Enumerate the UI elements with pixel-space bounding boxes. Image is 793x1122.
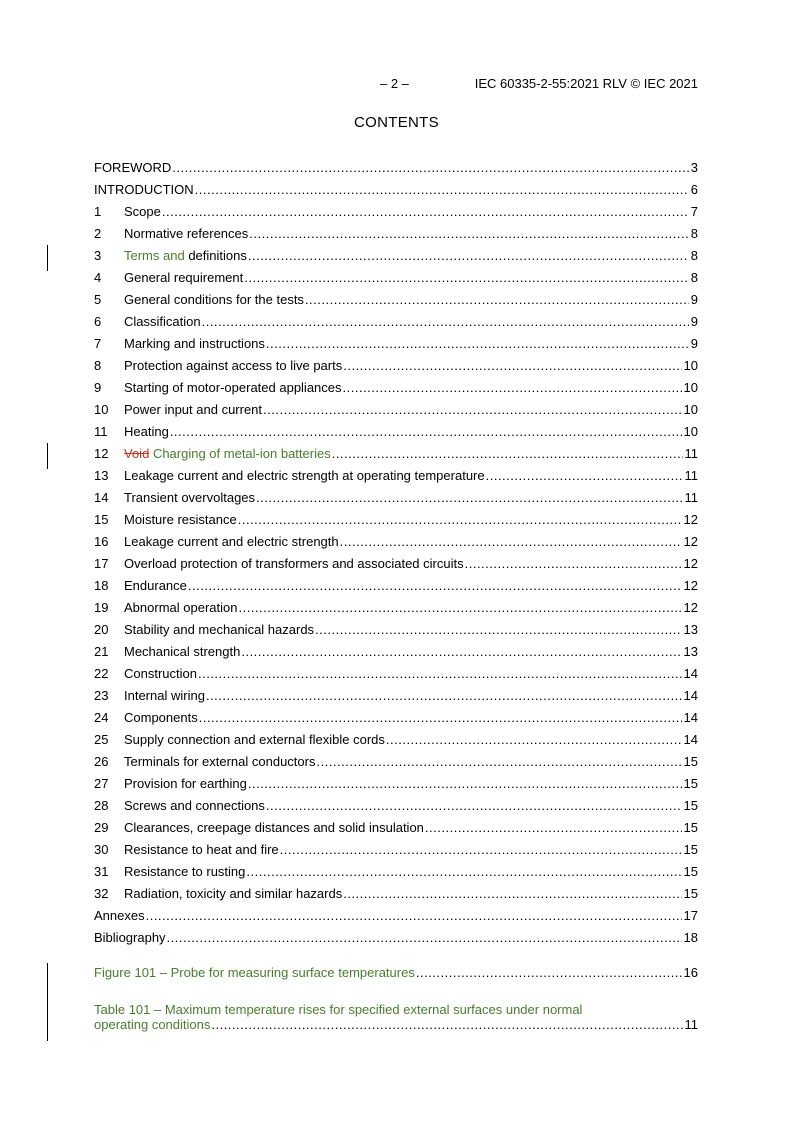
toc-entry-number: 4 — [94, 270, 102, 285]
dot-leader — [266, 795, 682, 817]
toc-entry[interactable] — [94, 883, 698, 905]
toc-entry-number: 23 — [94, 688, 109, 703]
dot-leader — [343, 355, 681, 377]
dot-leader — [211, 1017, 682, 1033]
toc-entry-page: 14 — [683, 710, 698, 725]
toc-entry-page: 13 — [683, 622, 698, 637]
dot-leader — [332, 443, 683, 465]
toc-entry-page: 8 — [690, 248, 698, 263]
figure-entry[interactable] — [94, 962, 698, 984]
toc-entry-number: 1 — [94, 204, 102, 219]
toc-entry-number: 15 — [94, 512, 109, 527]
toc-entry[interactable] — [94, 399, 698, 421]
toc-entry[interactable] — [94, 729, 698, 751]
toc-entry-label — [124, 289, 304, 311]
figure-entry-label: Figure 101 – Probe for measuring surface temperatures — [94, 965, 415, 980]
dot-leader — [198, 663, 682, 685]
label-text: Classification — [124, 314, 201, 329]
toc-entry-page: 12 — [683, 556, 698, 571]
label-text: Power input and current — [124, 402, 263, 417]
label-text: Leakage current and electric strength — [124, 534, 339, 549]
toc-entry[interactable] — [94, 685, 698, 707]
toc-entry[interactable] — [94, 707, 698, 729]
toc-entry[interactable] — [94, 157, 698, 179]
deleted-text: Void — [124, 446, 150, 461]
toc-entry-label — [124, 641, 240, 663]
toc-entry[interactable] — [94, 773, 698, 795]
toc-entry-label — [124, 619, 314, 641]
toc-entry-label — [124, 531, 339, 553]
toc-entry-label — [124, 443, 331, 465]
toc-entry-label — [124, 575, 187, 597]
dot-leader — [246, 861, 681, 883]
toc-entry[interactable] — [94, 443, 698, 465]
toc-entry-number: 12 — [94, 446, 109, 461]
added-text: Terms and — [124, 248, 185, 263]
dot-leader — [343, 377, 682, 399]
dot-leader — [146, 905, 682, 927]
toc-entry-page: 10 — [683, 402, 698, 417]
toc-entry-number: 2 — [94, 226, 102, 241]
toc-entry[interactable] — [94, 223, 698, 245]
table-entry-label-line1: Table 101 – Maximum temperature rises for specified external surfaces under normal — [94, 1002, 583, 1017]
table-entry-label-line2: operating conditions — [94, 1017, 211, 1032]
label-text: Transient overvoltages — [124, 490, 256, 505]
toc-entry-label — [124, 839, 279, 861]
dot-leader — [241, 641, 681, 663]
toc-entry-label — [94, 905, 145, 927]
toc-entry-page: 10 — [683, 380, 698, 395]
toc-entry[interactable] — [94, 267, 698, 289]
toc-entry-label — [94, 157, 171, 179]
toc-entry-page: 9 — [690, 292, 698, 307]
toc-entry-number: 13 — [94, 468, 109, 483]
dot-leader — [162, 201, 689, 223]
toc-entry[interactable] — [94, 927, 698, 949]
dot-leader — [386, 729, 682, 751]
toc-entry[interactable] — [94, 795, 698, 817]
toc-entry-label — [124, 465, 485, 487]
toc-entry-page: 3 — [690, 160, 698, 175]
toc-entry-number: 28 — [94, 798, 109, 813]
toc-entry-page: 10 — [683, 424, 698, 439]
toc-entry-label — [124, 509, 237, 531]
label-text: Starting of motor-operated appliances — [124, 380, 342, 395]
toc-entry[interactable] — [94, 333, 698, 355]
label-text: Supply connection and external flexible cords — [124, 732, 385, 747]
toc-entry-number: 8 — [94, 358, 102, 373]
toc-entry-number: 19 — [94, 600, 109, 615]
toc-entry-label — [124, 817, 424, 839]
document-reference: IEC 60335-2-55:2021 RLV © IEC 2021 — [474, 76, 698, 91]
toc-entry-page: 12 — [683, 512, 698, 527]
dot-leader — [202, 311, 689, 333]
label-text: General requirement — [124, 270, 244, 285]
label-text: Resistance to heat and fire — [124, 842, 279, 857]
toc-entry-number: 6 — [94, 314, 102, 329]
toc-entry-label — [124, 223, 248, 245]
toc-entry-label — [124, 245, 247, 267]
toc-entry[interactable] — [94, 751, 698, 773]
toc-entry-number: 22 — [94, 666, 109, 681]
toc-entry-number: 27 — [94, 776, 109, 791]
toc-entry-label — [124, 355, 342, 377]
toc-entry-number: 10 — [94, 402, 109, 417]
label-text: Internal wiring — [124, 688, 205, 703]
toc-entry-label — [124, 201, 161, 223]
toc-entry-page: 9 — [690, 314, 698, 329]
toc-entry-number: 20 — [94, 622, 109, 637]
toc-entry-page: 14 — [683, 732, 698, 747]
toc-entry-label — [124, 421, 169, 443]
label-text: Mechanical strength — [124, 644, 241, 659]
dot-leader — [280, 839, 682, 861]
toc-entry-page: 9 — [690, 336, 698, 351]
toc-entry-label — [124, 795, 265, 817]
toc-entry-number: 11 — [94, 424, 108, 439]
toc-entry-label — [124, 487, 255, 509]
toc-entry-page: 15 — [683, 886, 698, 901]
dot-leader — [416, 962, 682, 984]
toc-entry-label — [124, 729, 385, 751]
label-text: Marking and instructions — [124, 336, 265, 351]
toc-entry[interactable] — [94, 663, 698, 685]
toc-entry[interactable] — [94, 817, 698, 839]
toc-entry[interactable] — [94, 421, 698, 443]
toc-entry-number: 17 — [94, 556, 109, 571]
toc-entry-page: 11 — [684, 446, 698, 461]
dot-leader — [266, 333, 689, 355]
toc-entry-label — [124, 377, 342, 399]
toc-entry-page: 15 — [683, 798, 698, 813]
list-of-figures — [94, 962, 698, 984]
label-text: Moisture resistance — [124, 512, 237, 527]
toc-entry-label — [124, 685, 205, 707]
toc-entry[interactable] — [94, 245, 698, 267]
toc-entry-number: 30 — [94, 842, 109, 857]
toc-entry-page: 12 — [683, 578, 698, 593]
toc-entry-page: 11 — [684, 490, 698, 505]
toc-entry-page: 11 — [684, 468, 698, 483]
toc-entry-page: 12 — [683, 534, 698, 549]
dot-leader — [172, 157, 688, 179]
label-text: Construction — [124, 666, 197, 681]
toc-entry-number: 5 — [94, 292, 102, 307]
toc-entry-label — [94, 927, 166, 949]
toc-entry[interactable] — [94, 553, 698, 575]
dot-leader — [486, 465, 683, 487]
label-text: Clearances, creepage distances and solid insulation — [124, 820, 424, 835]
toc-entry-number: 24 — [94, 710, 109, 725]
label-text: Screws and connections — [124, 798, 265, 813]
dot-leader — [199, 707, 682, 729]
toc-entry-page: 8 — [690, 226, 698, 241]
change-bar — [47, 443, 48, 469]
toc-entry-label — [94, 179, 194, 201]
toc-entry-page: 14 — [683, 666, 698, 681]
toc-entry[interactable] — [94, 839, 698, 861]
toc-entry-page: 15 — [683, 776, 698, 791]
added-text: Charging of metal-ion batteries — [152, 446, 331, 461]
label-text: Normative references — [124, 226, 249, 241]
toc-entry-page: 15 — [683, 864, 698, 879]
table-entry-page: 11 — [684, 1017, 698, 1032]
label-text: definitions — [184, 248, 247, 263]
toc-entry-number: 31 — [94, 864, 109, 879]
dot-leader — [340, 531, 682, 553]
toc-entry[interactable] — [94, 355, 698, 377]
toc-entry[interactable] — [94, 201, 698, 223]
label-text: Overload protection of transformers and associated circuits — [124, 556, 464, 571]
label-text: Resistance to rusting — [124, 864, 246, 879]
toc-entry[interactable] — [94, 905, 698, 927]
toc-entry-number: 9 — [94, 380, 102, 395]
toc-entry-page: 13 — [683, 644, 698, 659]
toc-entry-number: 14 — [94, 490, 109, 505]
toc-entry-label — [124, 751, 315, 773]
toc-entry[interactable] — [94, 619, 698, 641]
label-text: Provision for earthing — [124, 776, 247, 791]
toc-entry-page: 7 — [690, 204, 698, 219]
table-entry[interactable] — [94, 1002, 698, 1033]
toc-entry-number: 29 — [94, 820, 109, 835]
dot-leader — [248, 773, 682, 795]
label-text: Radiation, toxicity and similar hazards — [124, 886, 343, 901]
toc-entry-page: 15 — [683, 820, 698, 835]
dot-leader — [343, 883, 681, 905]
toc-entry[interactable] — [94, 179, 698, 201]
toc-entry-page: 12 — [683, 600, 698, 615]
toc-entry-number: 25 — [94, 732, 109, 747]
label-text: FOREWORD — [94, 160, 172, 175]
toc-entry-page: 6 — [690, 182, 698, 197]
toc-entry[interactable] — [94, 641, 698, 663]
toc-entry[interactable] — [94, 465, 698, 487]
label-text: Stability and mechanical hazards — [124, 622, 315, 637]
dot-leader — [256, 487, 682, 509]
label-text: INTRODUCTION — [94, 182, 194, 197]
page-title: CONTENTS — [354, 114, 439, 131]
label-text: Leakage current and electric strength at operating temperature — [124, 468, 485, 483]
toc-entry[interactable] — [94, 289, 698, 311]
change-bar — [47, 963, 48, 1041]
toc-entry-number: 26 — [94, 754, 109, 769]
label-text: Bibliography — [94, 930, 166, 945]
toc-entry-number: 16 — [94, 534, 109, 549]
toc-entry-label — [124, 773, 247, 795]
toc-entry-number: 3 — [94, 248, 102, 263]
dot-leader — [244, 267, 689, 289]
change-bar — [47, 245, 48, 271]
toc-entry[interactable] — [94, 861, 698, 883]
toc-entry-label — [124, 333, 265, 355]
toc-entry[interactable] — [94, 597, 698, 619]
list-of-tables — [94, 1002, 698, 1033]
label-text: Scope — [124, 204, 161, 219]
toc-entry-label — [124, 707, 198, 729]
toc-entry-label — [124, 267, 243, 289]
dot-leader — [238, 509, 682, 531]
dot-leader — [249, 223, 688, 245]
toc-entry-number: 32 — [94, 886, 109, 901]
toc-entry[interactable] — [94, 509, 698, 531]
table-of-contents — [94, 157, 698, 949]
label-text: General conditions for the tests — [124, 292, 304, 307]
dot-leader — [316, 751, 681, 773]
dot-leader — [315, 619, 681, 641]
toc-entry[interactable] — [94, 377, 698, 399]
toc-entry-label — [124, 883, 342, 905]
dot-leader — [248, 245, 689, 267]
dot-leader — [167, 927, 682, 949]
label-text: Components — [124, 710, 198, 725]
label-text: Protection against access to live parts — [124, 358, 343, 373]
dot-leader — [195, 179, 689, 201]
dot-leader — [263, 399, 682, 421]
dot-leader — [305, 289, 689, 311]
toc-entry-number: 7 — [94, 336, 102, 351]
toc-entry-label — [124, 311, 201, 333]
label-text: Heating — [124, 424, 169, 439]
toc-entry[interactable] — [94, 531, 698, 553]
toc-entry-label — [124, 553, 464, 575]
toc-entry-page: 10 — [683, 358, 698, 373]
toc-entry-label — [124, 399, 262, 421]
label-text: Terminals for external conductors — [124, 754, 316, 769]
label-text: Abnormal operation — [124, 600, 238, 615]
toc-entry-number: 21 — [94, 644, 109, 659]
toc-entry[interactable] — [94, 311, 698, 333]
dot-leader — [188, 575, 682, 597]
toc-entry-page: 17 — [683, 908, 698, 923]
toc-entry-page: 8 — [690, 270, 698, 285]
toc-entry-number: 18 — [94, 578, 109, 593]
label-text: Endurance — [124, 578, 187, 593]
toc-entry-page: 14 — [683, 688, 698, 703]
label-text: Annexes — [94, 908, 145, 923]
toc-entry-label — [124, 663, 197, 685]
toc-entry-page: 18 — [683, 930, 698, 945]
dot-leader — [170, 421, 682, 443]
toc-entry-label — [124, 597, 237, 619]
toc-entry-page: 15 — [683, 754, 698, 769]
toc-entry-label — [124, 861, 245, 883]
toc-entry[interactable] — [94, 487, 698, 509]
figure-entry-page: 16 — [683, 965, 698, 980]
page-number: – 2 – — [380, 76, 409, 91]
toc-entry[interactable] — [94, 575, 698, 597]
dot-leader — [238, 597, 681, 619]
dot-leader — [425, 817, 682, 839]
dot-leader — [206, 685, 682, 707]
toc-entry-page: 15 — [683, 842, 698, 857]
dot-leader — [465, 553, 682, 575]
